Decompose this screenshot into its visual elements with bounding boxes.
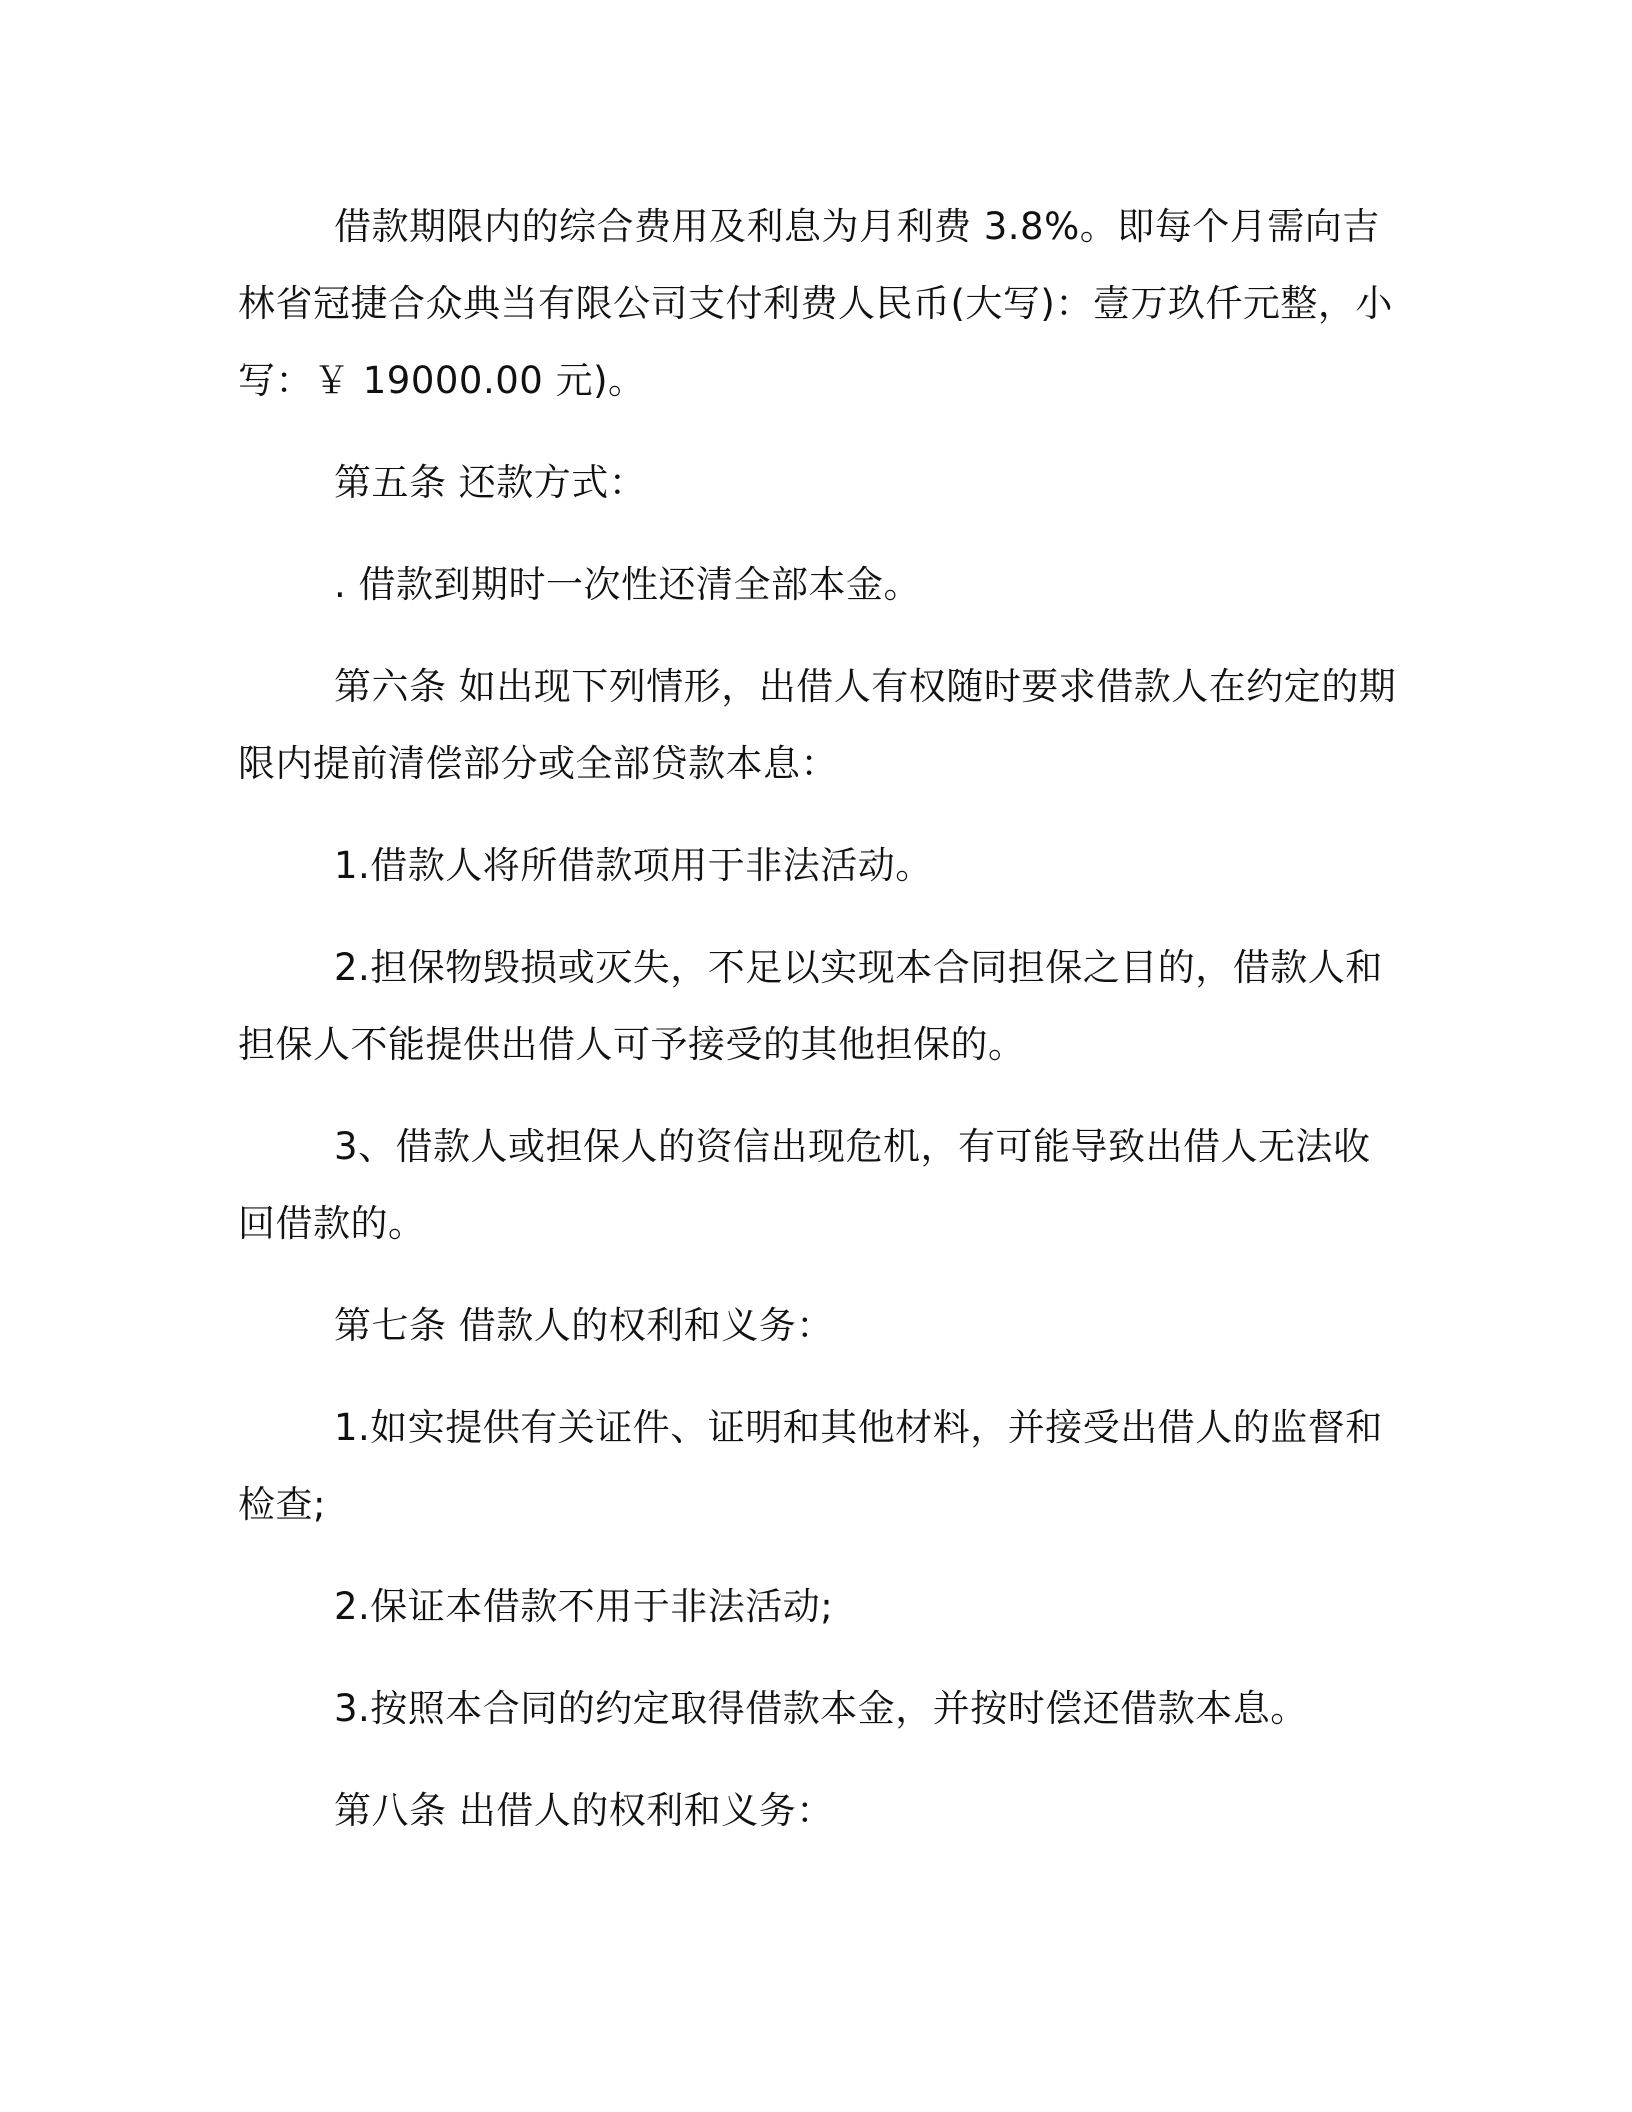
paragraph-article-5-heading: 第五条 还款方式：	[334, 461, 647, 504]
paragraph-article-8-heading: 第八条 出借人的权利和义务：	[334, 1789, 834, 1832]
paragraph-article-7-item-3: 3.按照本合同的约定取得借款本金，并按时偿还借款本息。	[334, 1687, 1308, 1730]
paragraph-article-6-item-3: 3、借款人或担保人的资信出现危机，有可能导致出借人无法收回借款的。	[238, 1125, 1371, 1245]
paragraph-article-6-heading: 第六条 如出现下列情形，出借人有权随时要求借款人在约定的期限内提前清偿部分或全部贷款本息：	[238, 665, 1397, 785]
paragraph-article-6-item-1: 1.借款人将所借款项用于非法活动。	[334, 844, 933, 887]
paragraph-repayment-method: . 借款到期时一次性还清全部本金。	[334, 563, 922, 606]
paragraph-article-7-item-2: 2.保证本借款不用于非法活动;	[334, 1585, 834, 1628]
paragraph-article-7-item-1: 1.如实提供有关证件、证明和其他材料，并接受出借人的监督和检查;	[238, 1406, 1383, 1526]
paragraph-article-6-item-2: 2.担保物毁损或灭失，不足以实现本合同担保之目的，借款人和担保人不能提供出借人可予接受的其他担保的。	[238, 946, 1383, 1066]
contract-body	[238, 188, 1408, 1874]
paragraph-article-7-heading: 第七条 借款人的权利和义务：	[334, 1304, 834, 1347]
paragraph-fee-terms: 借款期限内的综合费用及利息为月利费 3.8%。即每个月需向吉林省冠捷合众典当有限公司支付利费人民币(大写)：壹万玖仟元整，小写：￥ 19000.00 元)。	[238, 205, 1393, 402]
